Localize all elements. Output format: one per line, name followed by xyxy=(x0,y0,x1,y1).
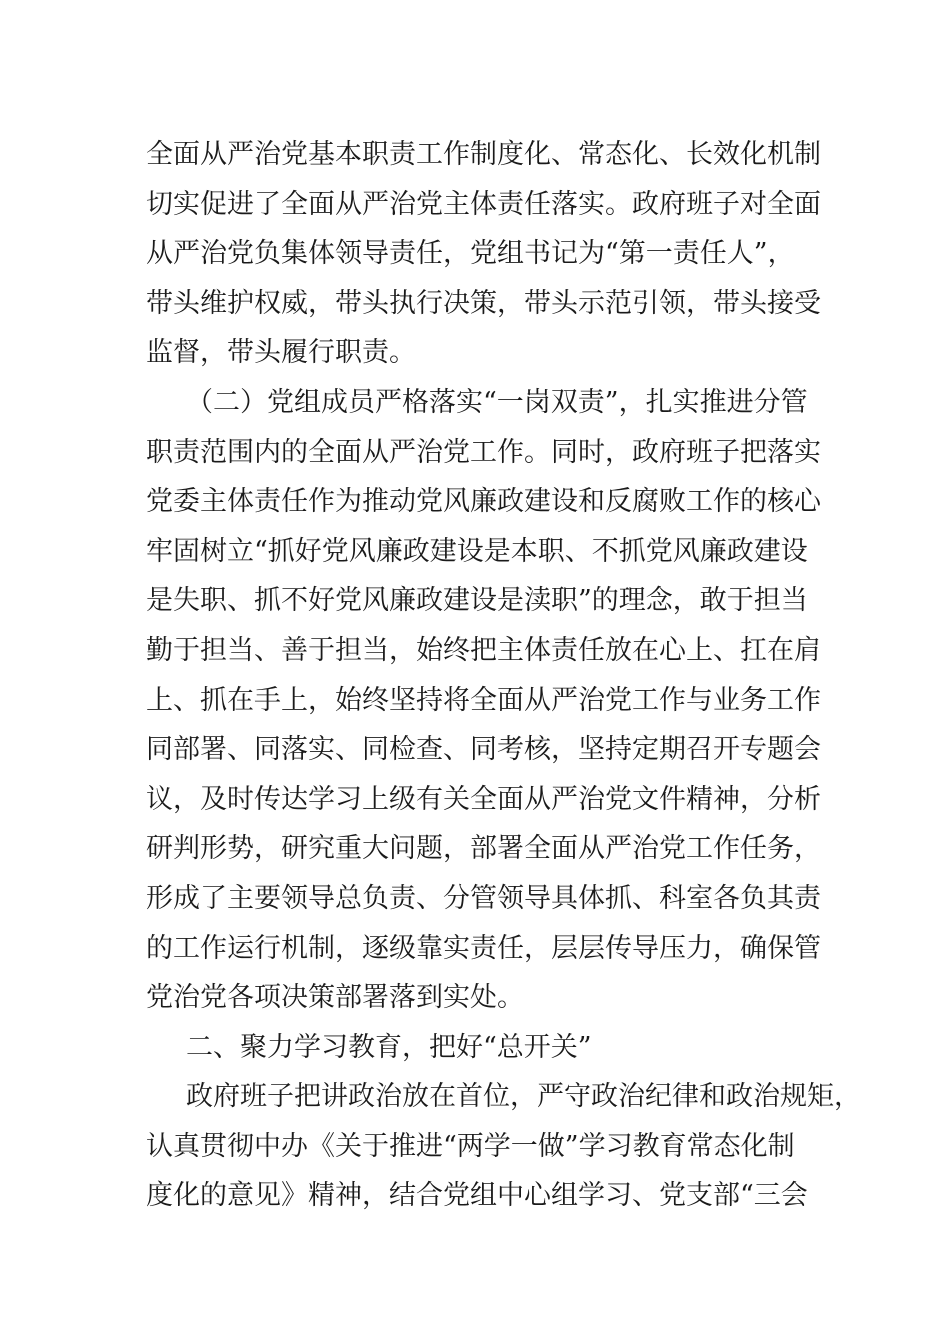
text-line: 勤于担当、善于担当，始终把主体责任放在心上、扛在肩 xyxy=(146,634,821,666)
text-line: 职责范围内的全面从严治党工作。同时，政府班子把落实 xyxy=(146,436,821,468)
text-line: 全面从严治党基本职责工作制度化、常态化、长效化机制 xyxy=(146,139,821,170)
text-line: 上、抓在手上，始终坚持将全面从严治党工作与业务工作 xyxy=(146,684,821,716)
text-line: 形成了主要领导总负责、分管领导具体抓、科室各负其责 xyxy=(146,882,821,914)
text-line: 切实促进了全面从严治党主体责任落实。政府班子对全面 xyxy=(146,188,821,220)
document-body xyxy=(146,130,861,1221)
text-line: 议，及时传达学习上级有关全面从严治党文件精神，分析 xyxy=(146,783,821,815)
text-line: 认真贯彻中办《关于推进“两学一做”学习教育常态化制 xyxy=(146,1130,795,1162)
text-line: 是失职、抓不好党风廉政建设是渎职”的理念，敢于担当 xyxy=(146,585,808,617)
text-line: 党治党各项决策部署落到实处。 xyxy=(146,982,524,1014)
text-line: 度化的意见》精神，结合党组中心组学习、党支部“三会 xyxy=(146,1180,808,1212)
text-line: 同部署、同落实、同检查、同考核，坚持定期召开专题会 xyxy=(146,734,821,766)
text-line: 牢固树立“抓好党风廉政建设是本职、不抓党风廉政建设 xyxy=(146,535,808,567)
text-line: 带头维护权威，带头执行决策，带头示范引领，带头接受 xyxy=(146,287,821,319)
text-line: 二、聚力学习教育，把好“总开关” xyxy=(186,1031,592,1063)
text-line: 研判形势，研究重大问题，部署全面从严治党工作任务， xyxy=(146,833,821,865)
text-line: 从严治党负集体领导责任，党组书记为“第一责任人”， xyxy=(146,238,795,270)
text-line: （二）党组成员严格落实“一岗双责”，扎实推进分管 xyxy=(186,386,808,418)
text-line: 监督，带头履行职责。 xyxy=(146,337,416,369)
text-line: 党委主体责任作为推动党风廉政建设和反腐败工作的核心 xyxy=(146,486,821,518)
text-line: 政府班子把讲政治放在首位，严守政治纪律和政治规矩， xyxy=(186,1081,861,1113)
text-line: 的工作运行机制，逐级靠实责任，层层传导压力，确保管 xyxy=(146,932,821,964)
